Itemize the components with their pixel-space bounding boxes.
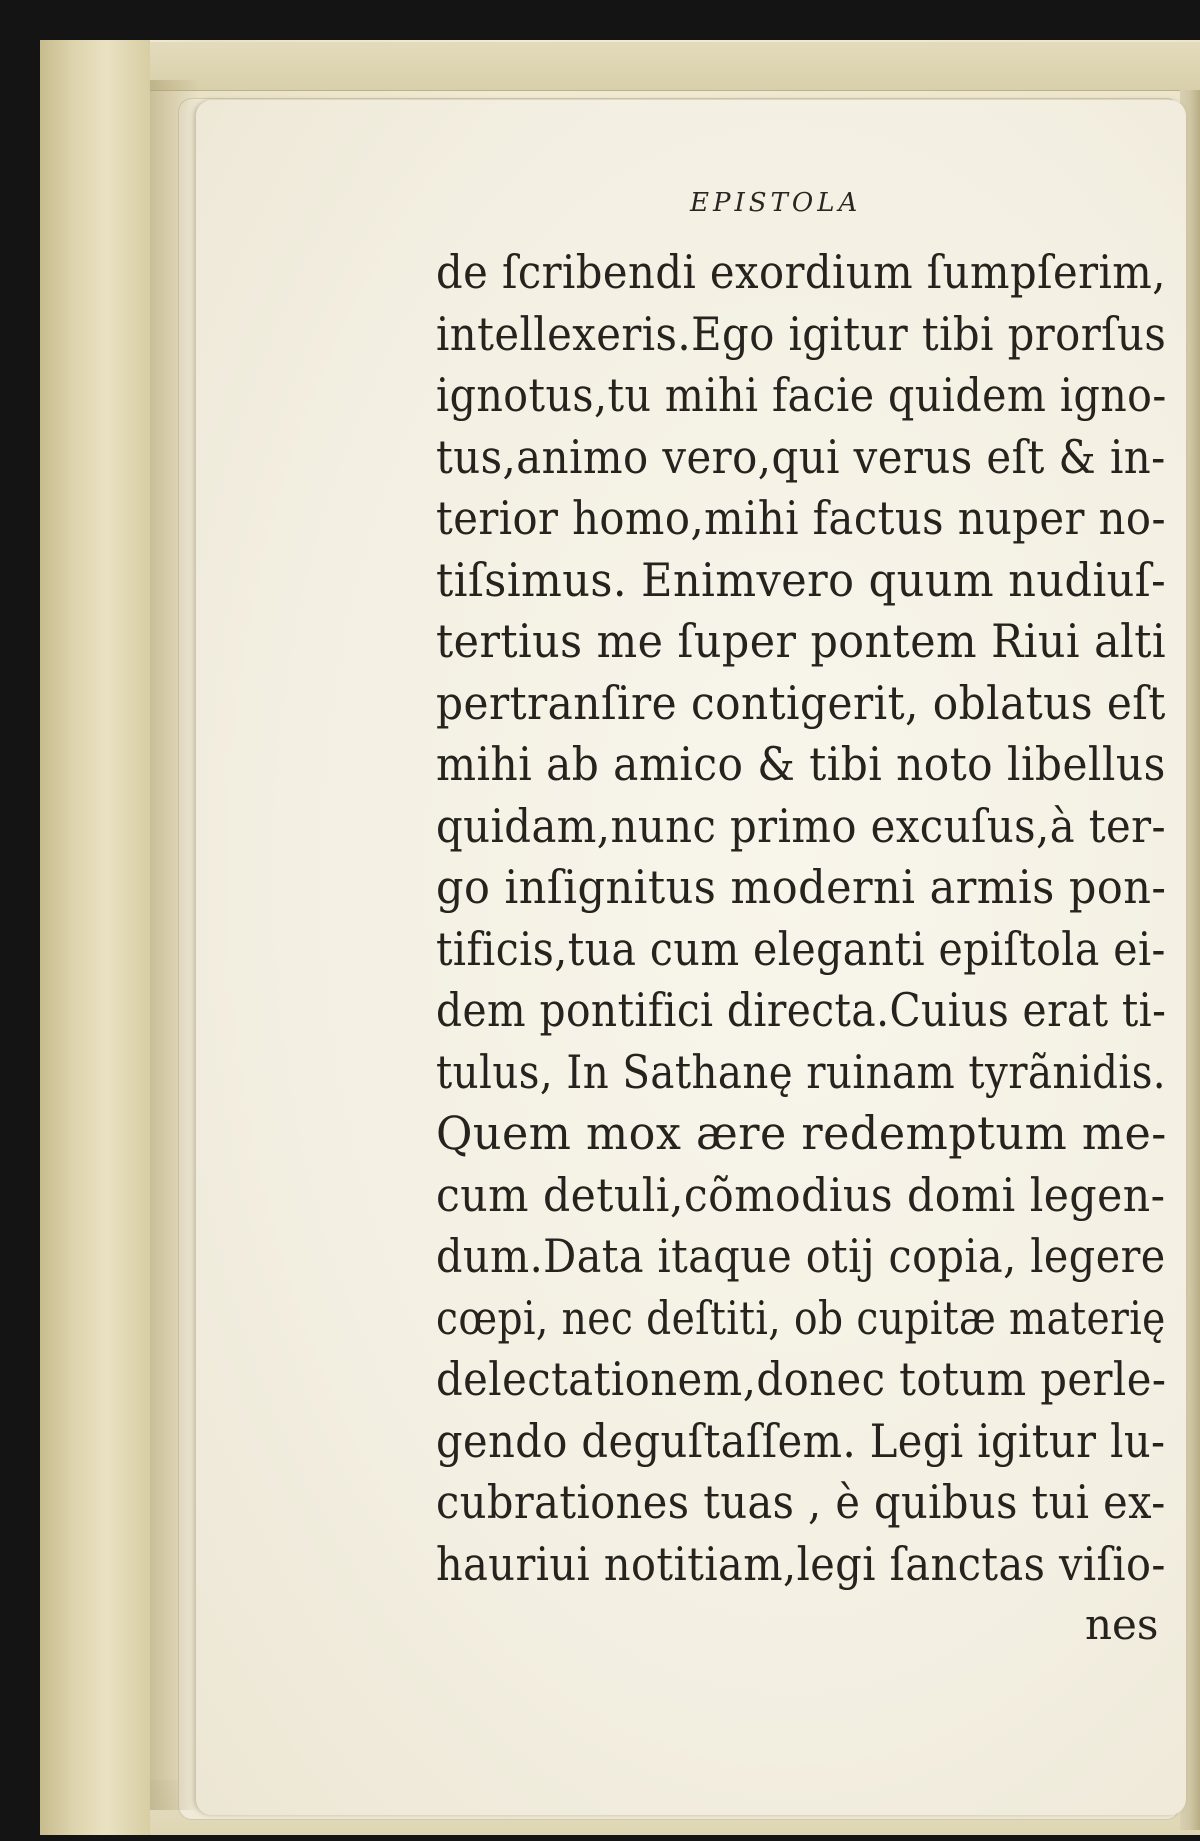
text-line: cœpi, nec deſtiti, ob cupitæ materię: [436, 1290, 1166, 1345]
text-line: ignotus,tu mihi facie quidem igno-: [436, 368, 1167, 422]
text-line: quidam,nunc primo excuſus,à ter-: [436, 798, 1167, 853]
text-line: pertranſire contigerit, oblatus eſt: [436, 675, 1166, 730]
text-line: intellexeris.Ego igitur tibi prorſus: [436, 306, 1167, 361]
text-line: cubrationes tuas , è quibus tui ex-: [436, 1475, 1166, 1529]
text-line: tificis,tua cum eleganti epiſtola ei-: [436, 921, 1166, 976]
text-line: tulus, In Sathanę ruinam tyrãnidis.: [436, 1044, 1167, 1099]
text-line: tus,animo vero,qui verus eſt & in-: [436, 429, 1166, 484]
text-line: tertius me ſuper pontem Riui alti: [436, 614, 1167, 668]
text-line: hauriui notitiam,legi ſanctas viſio-: [436, 1536, 1166, 1591]
text-line: mihi ab amico & tibi noto libellus: [436, 737, 1166, 791]
binding-top-flap: [150, 42, 1200, 91]
text-line: dum.Data itaque otij copia, legere: [436, 1229, 1166, 1283]
binding-fold: [40, 40, 150, 1835]
text-line: cum detuli,cõmodius domi legen-: [436, 1167, 1166, 1222]
text-line: dem pontifici directa.Cuius erat ti-: [436, 983, 1167, 1037]
text-line: tiſsimus. Enimvero quum nudiuſ-: [436, 552, 1167, 607]
text-line: de ſcribendi exordium ſumpſerim,: [436, 245, 1166, 299]
running-head: EPISTOLA: [690, 188, 862, 218]
catchword: nes: [1085, 1600, 1159, 1649]
text-line: go inſignitus moderni armis pon-: [436, 860, 1167, 914]
text-block: [436, 242, 1166, 1595]
text-line: gendo deguſtaſſem. Legi igitur lu-: [436, 1413, 1166, 1468]
text-line: delectationem,donec totum perle-: [436, 1352, 1167, 1406]
text-line: Quem mox ære redemptum me-: [436, 1106, 1167, 1160]
gutter-shadow: [150, 80, 200, 1810]
text-line: terior homo,mihi factus nuper no-: [436, 491, 1166, 545]
